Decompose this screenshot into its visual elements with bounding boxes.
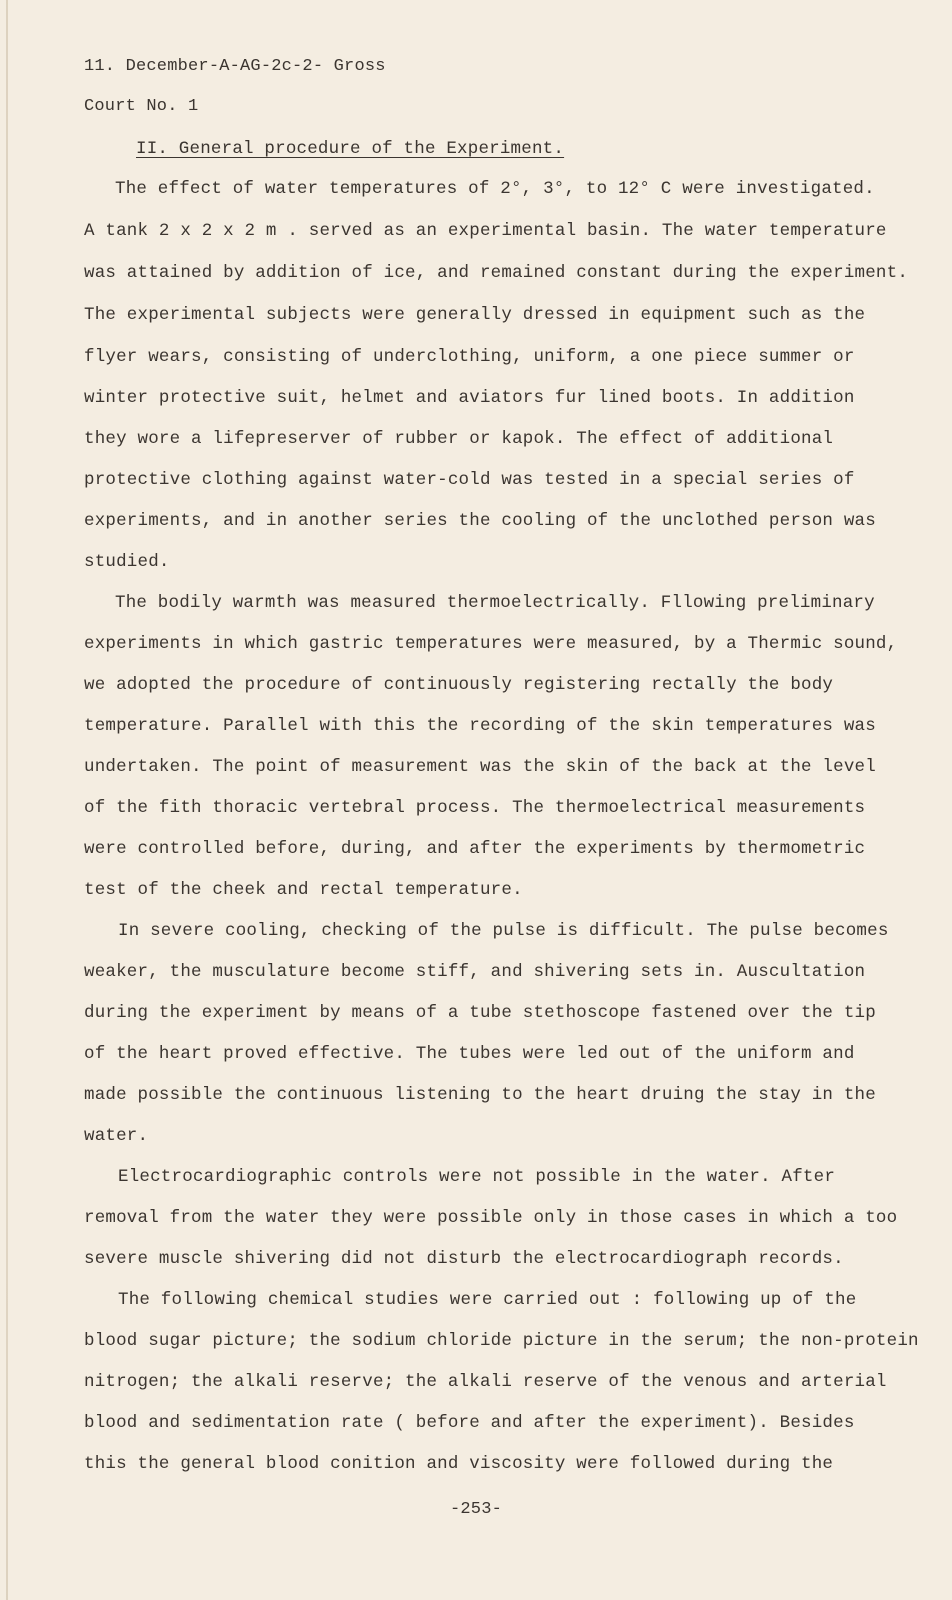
court-number: Court No. 1 xyxy=(84,97,199,116)
text-line: made possible the continuous listening to the heart druing the stay in the xyxy=(84,1085,876,1105)
text-line: temperature. Parallel with this the recording of the skin temperatures was xyxy=(84,716,876,736)
text-line: studied. xyxy=(84,552,170,572)
text-line: was attained by addition of ice, and remained constant during the experiment. xyxy=(84,263,909,283)
text-line: experiments, and in another series the cooling of the unclothed person was xyxy=(84,511,876,531)
text-line: flyer wears, consisting of underclothing, uniform, a one piece summer or xyxy=(84,347,855,367)
text-line: The experimental subjects were generally dressed in equipment such as the xyxy=(84,305,866,325)
text-line: test of the cheek and rectal temperature. xyxy=(84,880,523,900)
text-line: protective clothing against water-cold was tested in a special series of xyxy=(84,470,855,490)
text-line: blood and sedimentation rate ( before and after the experiment). Besides xyxy=(84,1413,855,1433)
text-line: winter protective suit, helmet and aviators fur lined boots. In addition xyxy=(84,388,855,408)
document-reference: 11. December-A-AG-2c-2- Gross xyxy=(84,57,386,76)
text-line: The effect of water temperatures of 2°, 3°, to 12° C were investigated. xyxy=(115,179,875,199)
page-number: -253- xyxy=(450,1500,503,1519)
text-line: during the experiment by means of a tube stethoscope fastened over the tip xyxy=(84,1003,876,1023)
text-line: blood sugar picture; the sodium chloride picture in the serum; the non-protein xyxy=(84,1331,919,1351)
text-line: of the heart proved effective. The tubes were led out of the uniform and xyxy=(84,1044,855,1064)
text-line: were controlled before, during, and after the experiments by thermometric xyxy=(84,839,866,859)
text-line: we adopted the procedure of continuously registering rectally the body xyxy=(84,675,834,695)
text-line: nitrogen; the alkali reserve; the alkali reserve of the venous and arterial xyxy=(84,1372,887,1392)
text-line: The bodily warmth was measured thermoelectrically. Fllowing preliminary xyxy=(115,593,875,613)
text-line: In severe cooling, checking of the pulse is difficult. The pulse becomes xyxy=(118,921,889,941)
text-line: they wore a lifepreserver of rubber or kapok. The effect of additional xyxy=(84,429,834,449)
text-line: removal from the water they were possible only in those cases in which a too xyxy=(84,1208,898,1228)
text-line: Electrocardiographic controls were not possible in the water. After xyxy=(118,1167,836,1187)
page-edge xyxy=(6,0,8,1600)
text-line: severe muscle shivering did not disturb the electrocardiograph records. xyxy=(84,1249,844,1269)
text-line: of the fith thoracic vertebral process. The thermoelectrical measurements xyxy=(84,798,866,818)
text-line: undertaken. The point of measurement was the skin of the back at the level xyxy=(84,757,876,777)
text-line: experiments in which gastric temperatures were measured, by a Thermic sound, xyxy=(84,634,898,654)
section-title: II. General procedure of the Experiment. xyxy=(136,139,565,159)
text-line: weaker, the musculature become stiff, and shivering sets in. Auscultation xyxy=(84,962,866,982)
text-line: A tank 2 x 2 x 2 m . served as an experimental basin. The water temperature xyxy=(84,221,887,241)
text-line: water. xyxy=(84,1126,149,1146)
text-line: The following chemical studies were carried out : following up of the xyxy=(118,1290,857,1310)
text-line: this the general blood conition and viscosity were followed during the xyxy=(84,1454,834,1474)
